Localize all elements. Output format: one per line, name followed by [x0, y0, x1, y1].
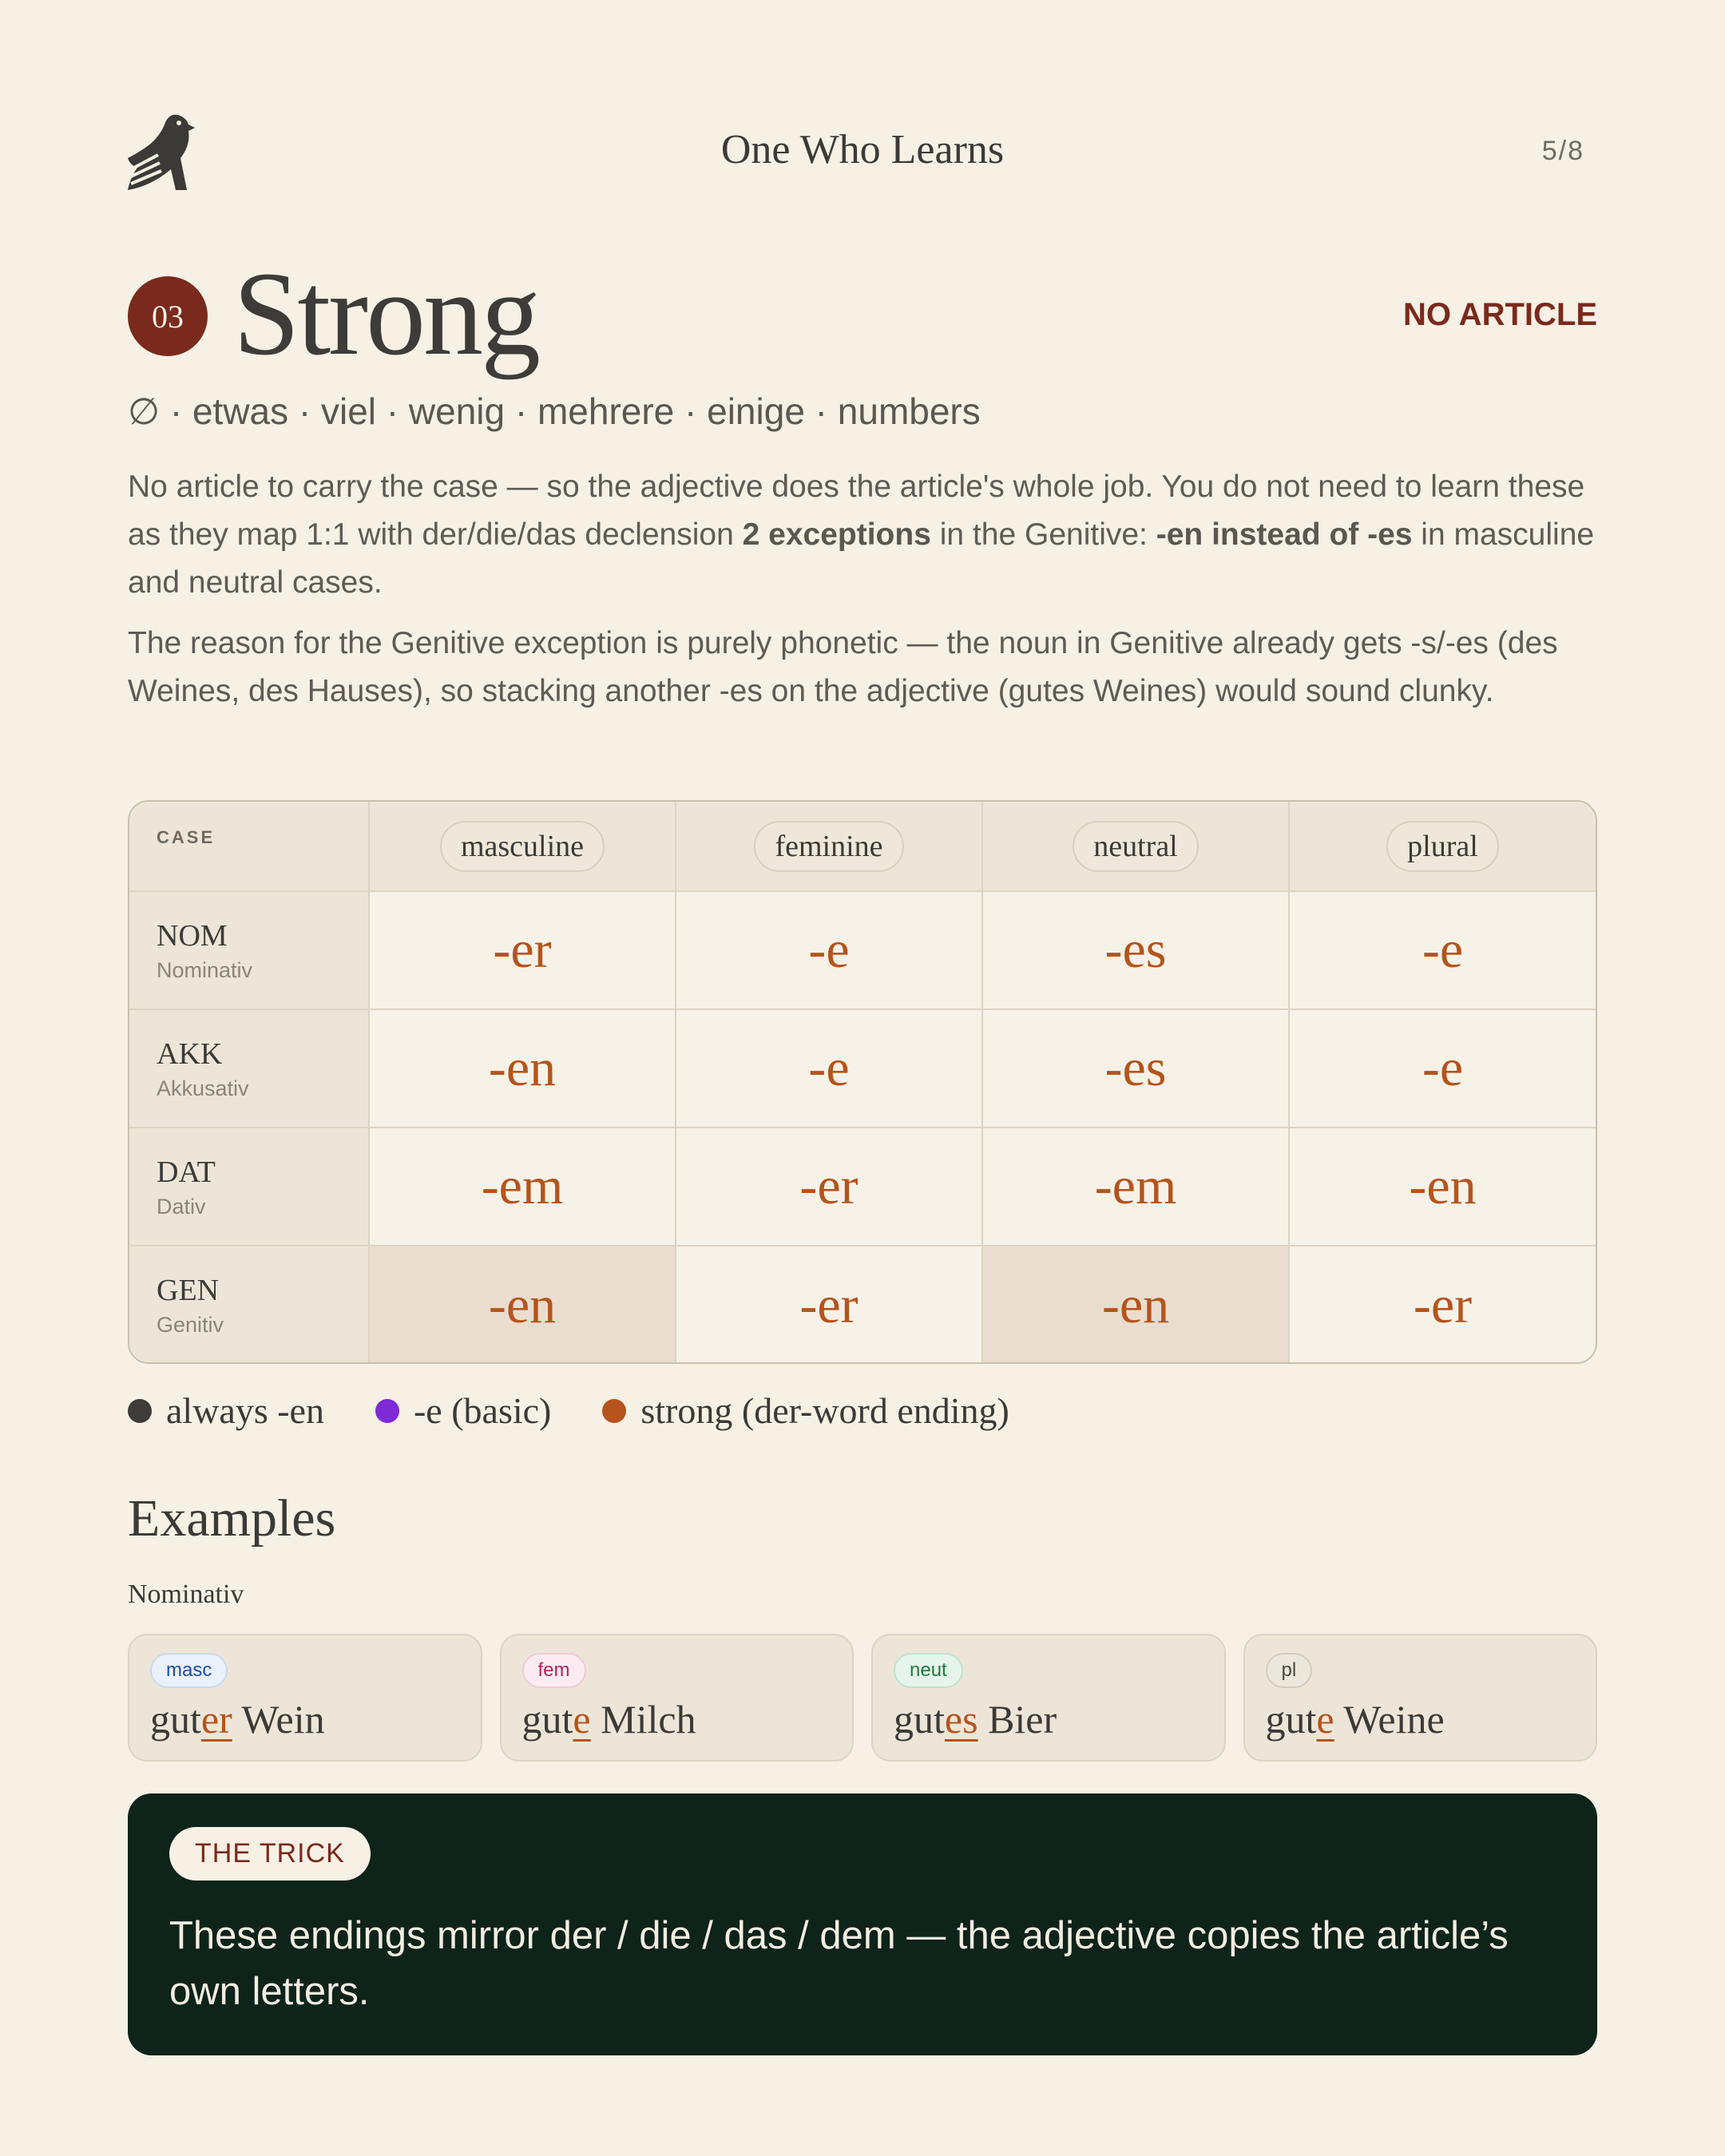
case-full-name: Genitiv: [157, 1313, 224, 1337]
legend-label: always -en: [166, 1390, 324, 1431]
examples-heading: Examples: [128, 1489, 336, 1548]
gender-chip: masc: [150, 1653, 228, 1688]
intro-paragraph: [128, 463, 1597, 607]
ending-cell: -er: [676, 1246, 982, 1364]
section-number-badge: 03: [128, 276, 208, 356]
legend-label: strong (der-word ending): [640, 1390, 1009, 1431]
example-card-pl: [1243, 1634, 1598, 1762]
ending-cell: -e: [1289, 1009, 1596, 1128]
example-cards: [128, 1634, 1597, 1762]
ending-cell: -es: [982, 1009, 1289, 1128]
ending-cell: -e: [676, 891, 982, 1009]
ending-cell: -er: [369, 891, 676, 1009]
ending-cell: -en: [369, 1009, 676, 1128]
example-noun: Bier: [978, 1697, 1057, 1742]
example-card-fem: [500, 1634, 855, 1762]
table-header-row: [129, 802, 1596, 891]
intro-text-e: in masculine and neutral cases.: [128, 517, 1595, 600]
case-abbr: GEN: [157, 1274, 220, 1307]
example-stem: gut: [1265, 1697, 1317, 1742]
ending-cell: -em: [982, 1128, 1289, 1246]
gender-pill: plural: [1386, 821, 1499, 872]
legend: [128, 1389, 1009, 1432]
examples-case-label: Nominativ: [128, 1579, 244, 1609]
example-ending: er: [200, 1697, 232, 1742]
case-cell: [129, 1009, 369, 1128]
legend-dot-icon: [375, 1399, 399, 1423]
ending-cell: -es: [982, 891, 1289, 1009]
table-row-dat: [129, 1128, 1596, 1246]
declension-table: [128, 800, 1597, 1364]
ending-cell: -er: [1413, 1275, 1473, 1334]
ending-cell: -e: [1289, 891, 1596, 1009]
legend-item-strong: [602, 1389, 1009, 1432]
case-column-header: CASE: [129, 802, 369, 891]
reason-paragraph: The reason for the Genitive exception is purely phonetic — the noun in Genitive already gets -s/-es (des Weines, des Hauses), so stacking another -es on the adjective (gutes Weines) would sound clunky.: [128, 626, 1558, 708]
trick-text: These endings mirror der / die / das / dem — the adjective copies the article’s own letters.: [169, 1914, 1509, 2013]
example-phrase: [894, 1696, 1204, 1742]
example-stem: gut: [150, 1697, 201, 1742]
intro-text-a: No article to carry the case — so the adjective does the article's whole job. You do not need to learn these as they map 1:1 with der/die/das declension: [128, 470, 1585, 552]
header-masculine: [369, 802, 676, 891]
table-row-gen: [129, 1246, 1596, 1364]
legend-label: -e (basic): [413, 1390, 552, 1431]
example-stem: gut: [521, 1697, 573, 1742]
example-ending: es: [944, 1697, 978, 1742]
example-ending: e: [1316, 1697, 1334, 1742]
intro-text-c: in the Genitive:: [930, 517, 1156, 552]
legend-item-basic: [375, 1389, 551, 1432]
case-full-name: Akkusativ: [157, 1076, 249, 1100]
intro-bold-rule: -en instead of -es: [1156, 517, 1413, 552]
page-indicator: 5/8: [1541, 136, 1584, 166]
table-row-akk: [129, 1009, 1596, 1128]
trick-label: THE TRICK: [169, 1827, 371, 1881]
case-cell: [129, 1246, 369, 1364]
case-abbr: NOM: [157, 918, 228, 953]
gender-pill: feminine: [754, 821, 903, 872]
legend-item-always-en: [128, 1389, 324, 1432]
ending-cell-exception: -en: [982, 1246, 1289, 1364]
legend-dot-icon: [602, 1399, 626, 1423]
ending-cell-exception: -en: [369, 1246, 676, 1364]
example-stem: gut: [894, 1697, 945, 1742]
determiner-list: ∅ · etwas · viel · wenig · mehrere · einige · numbers: [128, 390, 981, 432]
legend-dot-icon: [128, 1399, 152, 1423]
example-ending: e: [573, 1697, 591, 1742]
example-phrase: [150, 1696, 460, 1742]
intro-bold-exceptions: 2 exceptions: [742, 517, 931, 552]
gender-chip: fem: [522, 1653, 586, 1688]
case-cell: [129, 1128, 369, 1246]
header-neutral: [982, 802, 1289, 891]
example-noun: Weine: [1334, 1697, 1445, 1742]
example-phrase: [522, 1696, 832, 1742]
gender-pill: masculine: [440, 821, 605, 872]
case-full-name: Nominativ: [157, 957, 253, 982]
example-noun: Milch: [590, 1697, 696, 1742]
header-feminine: [676, 802, 982, 891]
case-full-name: Dativ: [157, 1194, 206, 1219]
trick-box: [128, 1793, 1597, 2055]
brand-name: One Who Learns: [720, 127, 1005, 172]
page-title: Strong: [233, 248, 539, 380]
example-card-neut: [871, 1634, 1226, 1762]
gender-chip: pl: [1266, 1653, 1313, 1688]
example-noun: Wein: [232, 1697, 325, 1742]
ending-cell: -er: [676, 1128, 982, 1246]
case-abbr: AKK: [157, 1036, 223, 1071]
no-article-tag: NO ARTICLE: [1403, 297, 1597, 332]
ending-cell: -e: [676, 1009, 982, 1128]
example-phrase: [1266, 1696, 1576, 1742]
gender-chip: neut: [894, 1653, 963, 1688]
ending-cell: -en: [1289, 1128, 1596, 1246]
header-plural: [1289, 802, 1596, 891]
ending-cell: -em: [369, 1128, 676, 1246]
example-card-masc: [128, 1634, 482, 1762]
table-row-nom: [129, 891, 1596, 1009]
case-abbr: DAT: [157, 1155, 216, 1189]
gender-pill: neutral: [1073, 821, 1199, 872]
case-cell: [129, 891, 369, 1009]
